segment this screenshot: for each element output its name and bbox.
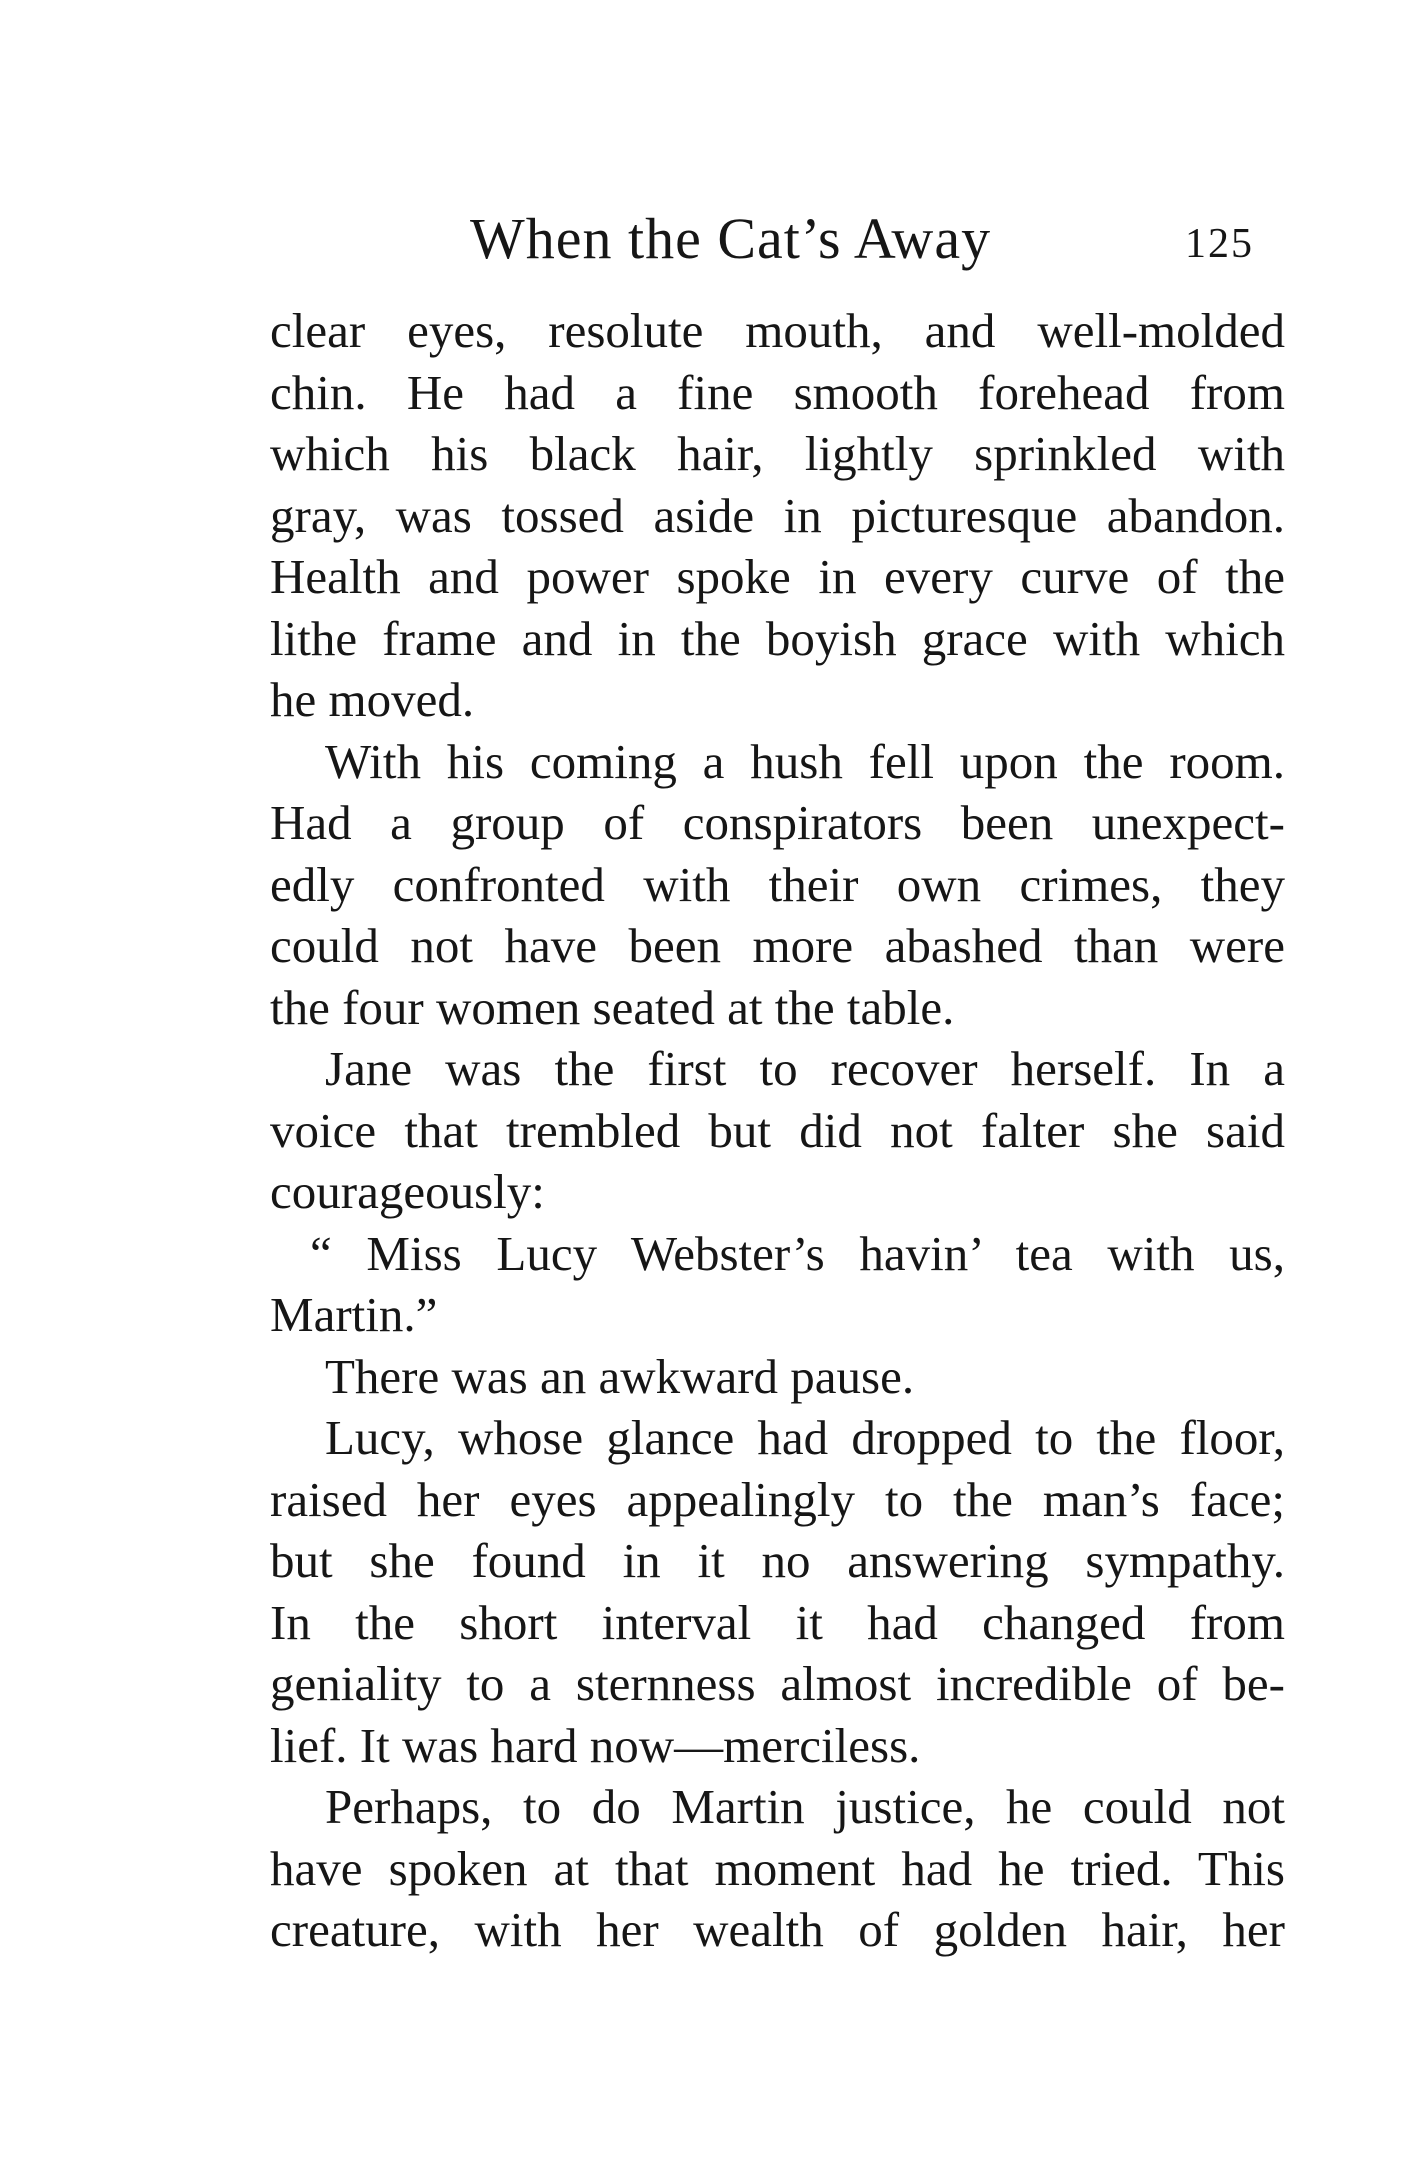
text-line: he moved. xyxy=(270,672,475,727)
text-line: lithe frame and in the boyish grace with which xyxy=(270,610,1285,666)
text-line: There was an awkward pause. xyxy=(325,1348,915,1404)
text-line: could not have been more abashed than were xyxy=(270,918,1285,973)
text-line: geniality to a sternness almost incredible of be- xyxy=(270,1656,1285,1711)
text-line: Perhaps, to do Martin justice, he could not xyxy=(325,1779,1285,1834)
text-line: Lucy, whose glance had dropped to the floor, xyxy=(325,1410,1285,1465)
text-line: edly confronted with their own crimes, they xyxy=(270,856,1285,912)
text-line: Health and power spoke in every curve of the xyxy=(270,549,1285,604)
text-line: courageously: xyxy=(270,1164,545,1219)
text-line: Jane was the first to recover herself. In a xyxy=(325,1041,1285,1096)
text-line: have spoken at that moment had he tried. This xyxy=(270,1840,1285,1896)
text-line: which his black hair, lightly sprinkled with xyxy=(270,426,1285,481)
text-line: voice that trembled but did not falter she said xyxy=(270,1102,1285,1158)
text-line: In the short interval it had changed from xyxy=(270,1594,1285,1650)
text-line: the four women seated at the table. xyxy=(270,979,955,1035)
page-header xyxy=(470,205,1350,285)
text-line: clear eyes, resolute mouth, and well-molded xyxy=(270,303,1285,358)
text-line: lief. It was hard now—merciless. xyxy=(270,1717,921,1773)
text-line: With his coming a hush fell upon the room. xyxy=(325,733,1285,789)
text-line: Martin.” xyxy=(270,1287,438,1342)
text-line: raised her eyes appealingly to the man’s face; xyxy=(270,1471,1285,1527)
text-line: gray, was tossed aside in picturesque abandon. xyxy=(270,487,1285,543)
text-line: “ Miss Lucy Webster’s havin’ tea with us, xyxy=(310,1225,1285,1281)
running-title: When the Cat’s Away xyxy=(470,206,992,271)
text-line: Had a group of conspirators been unexpect- xyxy=(270,795,1285,850)
text-line: chin. He had a fine smooth forehead from xyxy=(270,364,1285,420)
text-line: but she found in it no answering sympathy. xyxy=(270,1533,1285,1588)
body-text xyxy=(270,300,1285,1961)
page-number: 125 xyxy=(1185,221,1254,267)
text-line: creature, with her wealth of golden hair, her xyxy=(270,1902,1285,1957)
